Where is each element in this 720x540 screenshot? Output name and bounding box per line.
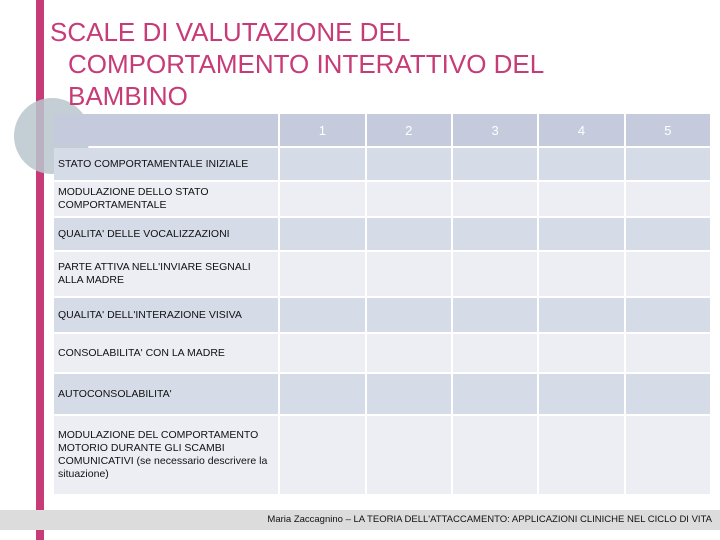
score-cell[interactable] bbox=[453, 148, 537, 180]
row-label: CONSOLABILITA' CON LA MADRE bbox=[54, 334, 278, 372]
table-row bbox=[54, 218, 710, 250]
left-accent-bar bbox=[36, 0, 44, 540]
title-line-2: COMPORTAMENTO INTERATTIVO DEL bbox=[68, 49, 545, 79]
score-cell[interactable] bbox=[626, 334, 710, 372]
column-header-4: 4 bbox=[539, 114, 623, 146]
page-title bbox=[50, 16, 690, 112]
row-label: QUALITA' DELL'INTERAZIONE VISIVA bbox=[54, 298, 278, 332]
score-cell[interactable] bbox=[626, 218, 710, 250]
score-cell[interactable] bbox=[453, 374, 537, 414]
score-cell[interactable] bbox=[539, 298, 623, 332]
score-cell[interactable] bbox=[280, 334, 364, 372]
score-cell[interactable] bbox=[367, 182, 451, 216]
score-cell[interactable] bbox=[367, 252, 451, 296]
score-cell[interactable] bbox=[453, 416, 537, 494]
score-cell[interactable] bbox=[280, 182, 364, 216]
rating-table bbox=[52, 112, 712, 496]
score-cell[interactable] bbox=[453, 218, 537, 250]
score-cell[interactable] bbox=[539, 148, 623, 180]
row-label: QUALITA' DELLE VOCALIZZAZIONI bbox=[54, 218, 278, 250]
score-cell[interactable] bbox=[280, 218, 364, 250]
score-cell[interactable] bbox=[280, 298, 364, 332]
column-header-5: 5 bbox=[626, 114, 710, 146]
score-cell[interactable] bbox=[367, 148, 451, 180]
column-header-3: 3 bbox=[453, 114, 537, 146]
score-cell[interactable] bbox=[539, 252, 623, 296]
score-cell[interactable] bbox=[367, 334, 451, 372]
score-cell[interactable] bbox=[453, 334, 537, 372]
score-cell[interactable] bbox=[280, 416, 364, 494]
score-cell[interactable] bbox=[367, 374, 451, 414]
table-row bbox=[54, 374, 710, 414]
table-row bbox=[54, 334, 710, 372]
row-label: PARTE ATTIVA NELL'INVIARE SEGNALI ALLA MADRE bbox=[54, 252, 278, 296]
score-cell[interactable] bbox=[367, 416, 451, 494]
score-cell[interactable] bbox=[626, 182, 710, 216]
footer-credit: Maria Zaccagnino – LA TEORIA DELL'ATTACCAMENTO: APPLICAZIONI CLINICHE NEL CICLO DI VITA bbox=[267, 514, 712, 525]
score-cell[interactable] bbox=[453, 252, 537, 296]
score-cell[interactable] bbox=[280, 374, 364, 414]
score-cell[interactable] bbox=[626, 298, 710, 332]
title-line-1: SCALE DI VALUTAZIONE DEL bbox=[50, 17, 411, 47]
row-label: MODULAZIONE DELLO STATO COMPORTAMENTALE bbox=[54, 182, 278, 216]
title-line-3: BAMBINO bbox=[68, 81, 188, 111]
table-header-row bbox=[54, 114, 710, 146]
score-cell[interactable] bbox=[280, 252, 364, 296]
score-cell[interactable] bbox=[626, 148, 710, 180]
table-row bbox=[54, 148, 710, 180]
score-cell[interactable] bbox=[539, 218, 623, 250]
score-cell[interactable] bbox=[367, 218, 451, 250]
table-row bbox=[54, 182, 710, 216]
score-cell[interactable] bbox=[280, 148, 364, 180]
row-label: AUTOCONSOLABILITA' bbox=[54, 374, 278, 414]
score-cell[interactable] bbox=[539, 374, 623, 414]
score-cell[interactable] bbox=[539, 182, 623, 216]
score-cell[interactable] bbox=[626, 416, 710, 494]
column-header-2: 2 bbox=[367, 114, 451, 146]
header-empty-cell bbox=[54, 114, 278, 146]
table-row bbox=[54, 298, 710, 332]
score-cell[interactable] bbox=[367, 298, 451, 332]
score-cell[interactable] bbox=[453, 182, 537, 216]
row-label: MODULAZIONE DEL COMPORTAMENTO MOTORIO DURANTE GLI SCAMBI COMUNICATIVI (se necessario descrivere la situazione) bbox=[54, 416, 278, 494]
row-label: STATO COMPORTAMENTALE INIZIALE bbox=[54, 148, 278, 180]
score-cell[interactable] bbox=[626, 252, 710, 296]
table-row bbox=[54, 252, 710, 296]
score-cell[interactable] bbox=[626, 374, 710, 414]
score-cell[interactable] bbox=[539, 334, 623, 372]
column-header-1: 1 bbox=[280, 114, 364, 146]
score-cell[interactable] bbox=[453, 298, 537, 332]
table-row bbox=[54, 416, 710, 494]
score-cell[interactable] bbox=[539, 416, 623, 494]
